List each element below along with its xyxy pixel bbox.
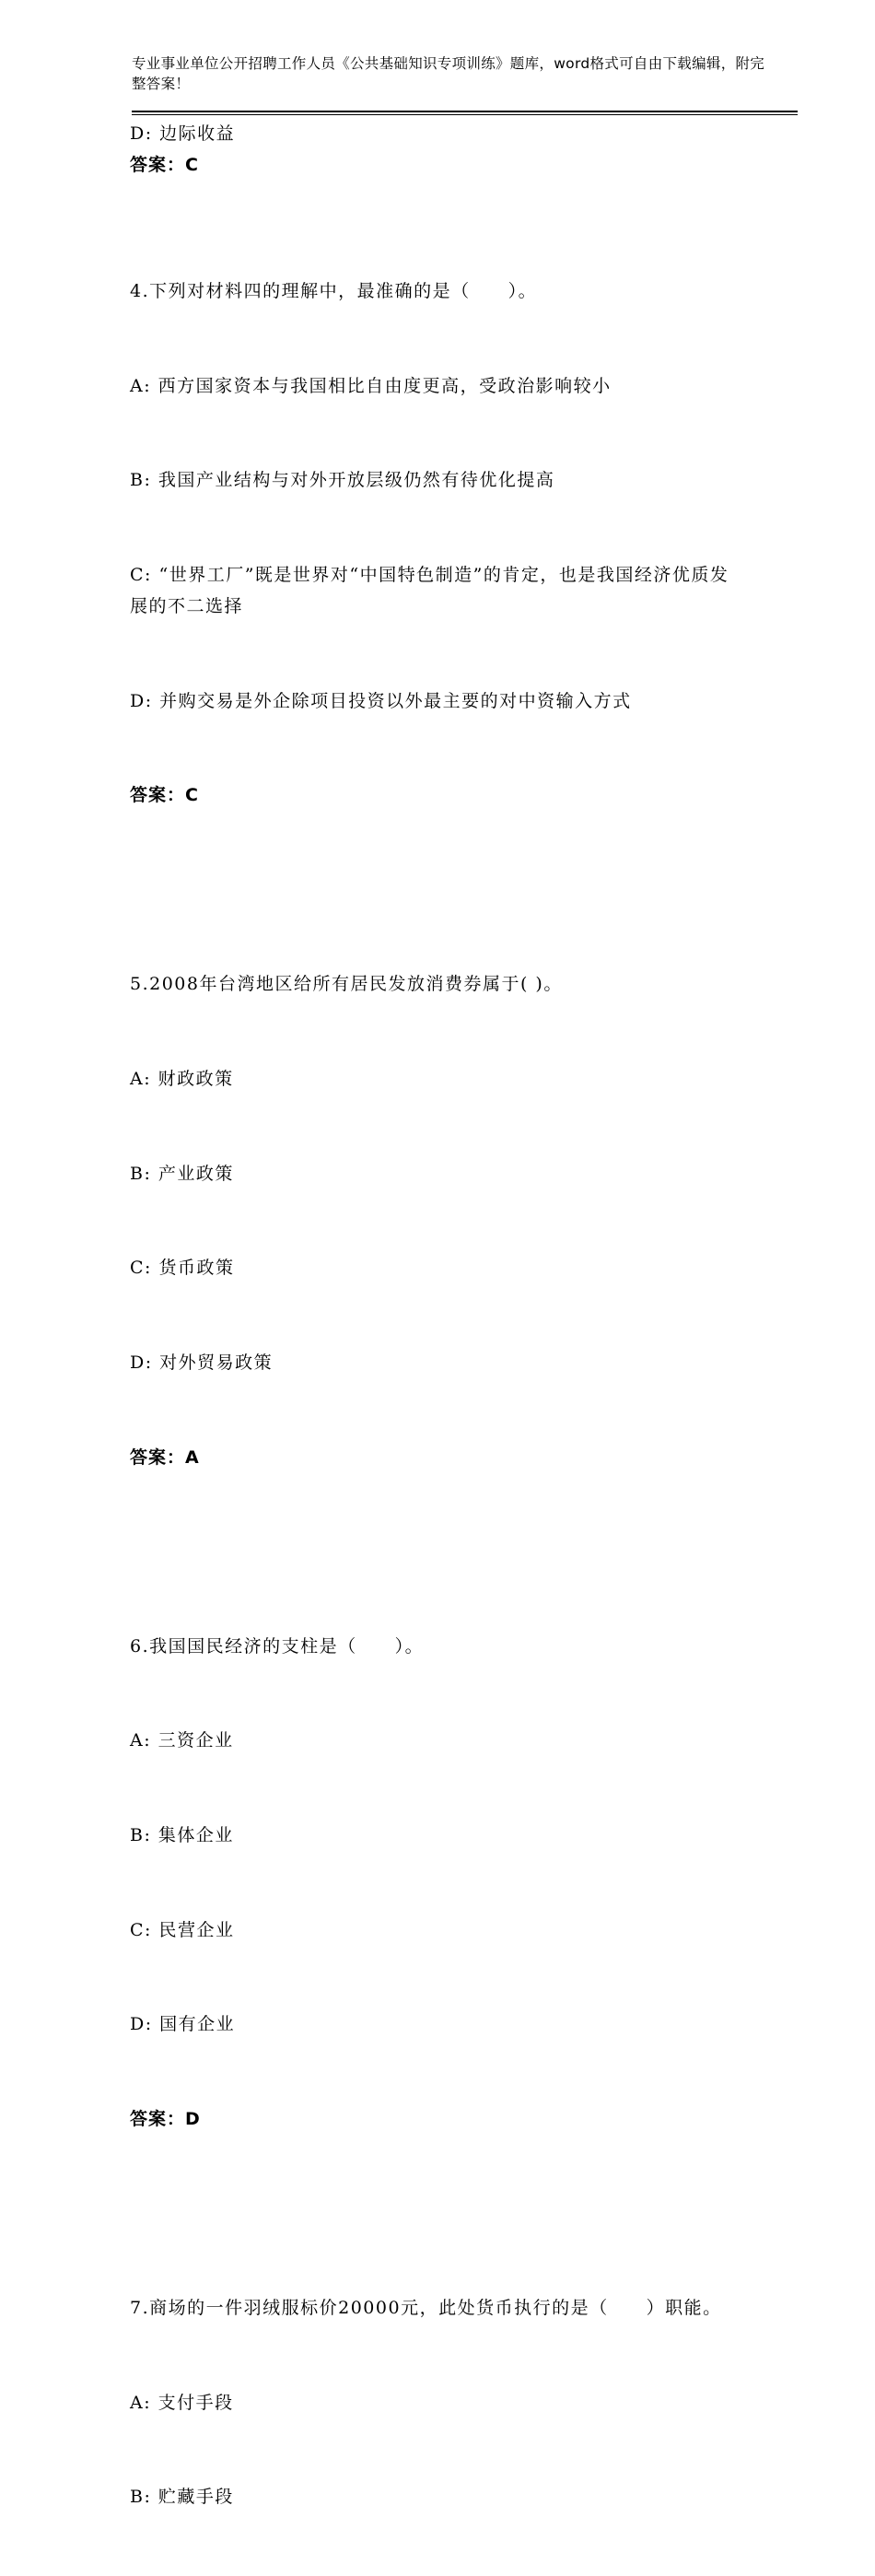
question-6-option-b: B: 集体企业 bbox=[130, 1824, 234, 1845]
question-5-option-c: C: 货币政策 bbox=[130, 1258, 235, 1279]
question-4-option-b: B: 我国产业结构与对外开放层级仍然有待优化提高 bbox=[130, 470, 555, 491]
question-5-option-d: D: 对外贸易政策 bbox=[130, 1352, 274, 1373]
question-4-option-a: A: 西方国家资本与我国相比自由度更高，受政治影响较小 bbox=[130, 375, 612, 396]
spacer bbox=[130, 1536, 747, 1567]
question-4-stem: 4.下列对材料四的理解中，最准确的是（ ）。 bbox=[130, 281, 538, 301]
question-4-answer: 答案：C bbox=[130, 785, 199, 806]
question-4-option-c: C: “世界工厂”既是世界对“中国特色制造”的肯定，也是我国经济优质发展的不二选择 bbox=[130, 564, 729, 617]
question-6-option-a: A: 三资企业 bbox=[130, 1730, 234, 1751]
spacer bbox=[130, 874, 747, 906]
prev-option-d: D: 边际收益 bbox=[130, 123, 236, 144]
spacer bbox=[130, 181, 747, 212]
question-6-option-c: C: 民营企业 bbox=[130, 1919, 235, 1940]
question-5-answer: 答案：A bbox=[130, 1446, 200, 1468]
question-6 bbox=[130, 1567, 747, 2197]
question-5-stem: 5.2008年台湾地区给所有居民发放消费券属于( )。 bbox=[130, 974, 563, 995]
header-divider-thick bbox=[132, 111, 798, 112]
question-7-stem: 7.商场的一件羽绒服标价20000元，此处货币执行的是（ ）职能。 bbox=[130, 2297, 722, 2318]
question-7-option-a: A: 支付手段 bbox=[130, 2392, 234, 2413]
question-7-option-b: B: 贮藏手段 bbox=[130, 2487, 234, 2508]
header-divider-thin bbox=[132, 114, 798, 115]
question-4 bbox=[130, 213, 747, 874]
question-5 bbox=[130, 906, 747, 1536]
question-6-answer: 答案：D bbox=[130, 2108, 201, 2129]
page-header: 专业事业单位公开招聘工作人员《公共基础知识专项训练》题库，word格式可自由下载编辑，附完整答案！ bbox=[132, 55, 765, 92]
question-content bbox=[130, 118, 747, 2576]
question-4-option-d: D: 并购交易是外企除项目投资以外最主要的对中资输入方式 bbox=[130, 690, 632, 711]
question-6-option-d: D: 国有企业 bbox=[130, 2014, 236, 2035]
question-5-option-a: A: 财政政策 bbox=[130, 1069, 234, 1090]
question-5-option-b: B: 产业政策 bbox=[130, 1163, 234, 1184]
spacer bbox=[130, 2197, 747, 2229]
prev-answer: 答案：C bbox=[130, 155, 199, 176]
question-7 bbox=[130, 2230, 747, 2576]
question-6-stem: 6.我国国民经济的支柱是（ ）。 bbox=[130, 1635, 425, 1657]
